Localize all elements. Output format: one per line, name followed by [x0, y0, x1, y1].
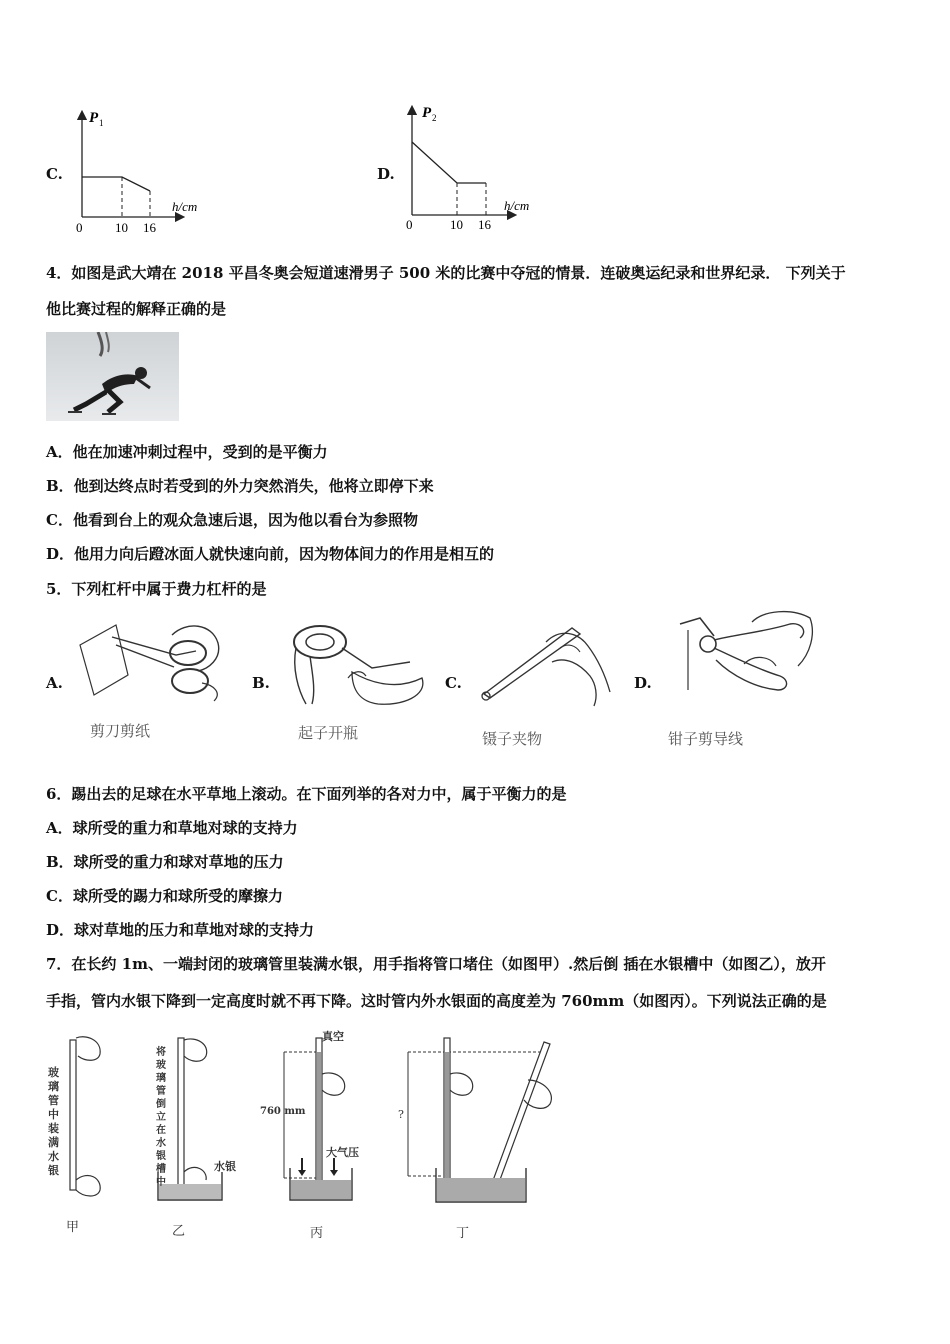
q4-stem-line2: 他比赛过程的解释正确的是	[46, 300, 227, 318]
torricelli-fig-ding	[396, 1030, 566, 1210]
q5-stem: 5．下列杠杆中属于费力杠杆的是	[46, 580, 267, 598]
q6-option-d: D．球对草地的压力和草地对球的支持力	[46, 921, 315, 939]
q5-label-b: B.	[252, 674, 270, 692]
pliers-illustration	[660, 604, 820, 708]
option-c-label: C.	[46, 165, 63, 183]
q5-label-d: D.	[634, 674, 652, 692]
graph-c-ysub: 1	[99, 118, 104, 128]
q4-option-d: D．他用力向后蹬冰面人就快速向前，因为物体间力的作用是相互的	[46, 545, 495, 563]
graph-c	[70, 105, 220, 235]
fig-jia-text: 玻璃管中装满水银	[48, 1066, 59, 1177]
fig-bing-caption: 丙	[310, 1226, 324, 1241]
bottle-opener-illustration	[282, 612, 432, 708]
q4-option-a: A．他在加速冲刺过程中，受到的是平衡力	[46, 443, 328, 461]
fig-bing-760mm: 760 mm	[260, 1106, 306, 1117]
graph-c-tick-16: 16	[143, 220, 156, 235]
q5-caption-b: 起子开瓶	[298, 724, 359, 742]
q7-stem-line1: 7．在长约 1m、一端封闭的玻璃管里装满水银，用手指将管口堵住（如图甲）.然后倒 插在水银槽中（如图乙），放开	[46, 955, 826, 973]
fig-bing-atm: 大气压	[326, 1146, 359, 1159]
graph-d-origin: 0	[406, 217, 413, 232]
skater-photo	[46, 332, 179, 421]
graph-d-xlabel: h/cm	[504, 198, 530, 213]
graph-d-ysub: 2	[432, 113, 437, 123]
tweezers-illustration	[476, 612, 616, 712]
q6-stem: 6．踢出去的足球在水平草地上滚动。在下面列举的各对力中，属于平衡力的是	[46, 785, 567, 803]
fig-ding-caption: 丁	[456, 1226, 470, 1241]
fig-jia-caption: 甲	[66, 1220, 80, 1235]
q6-option-c: C．球所受的踢力和球所受的摩擦力	[46, 887, 283, 905]
q4-option-b: B．他到达终点时若受到的外力突然消失，他将立即停下来	[46, 477, 434, 495]
graph-c-tick-10: 10	[115, 220, 128, 235]
q5-caption-c: 镊子夹物	[482, 730, 543, 748]
graph-c-xlabel: h/cm	[172, 199, 198, 214]
q4-option-c: C．他看到台上的观众急速后退，因为他以看台为参照物	[46, 511, 418, 529]
q5-caption-a: 剪刀剪纸	[90, 722, 151, 740]
graph-d-tick-16: 16	[478, 217, 491, 232]
graph-d-tick-10: 10	[450, 217, 463, 232]
graph-c-origin: 0	[76, 220, 83, 235]
q4-stem-line1: 4．如图是武大靖在 2018 平昌冬奥会短道速滑男子 500 米的比赛中夺冠的情景．连破奥运纪录和世界纪录． 下列关于	[46, 264, 846, 282]
graph-d	[400, 98, 550, 236]
graph-c-ylabel: P	[89, 110, 99, 126]
q6-option-a: A．球所受的重力和草地对球的支持力	[46, 819, 298, 837]
torricelli-fig-bing	[260, 1030, 370, 1206]
q5-label-c: C.	[445, 674, 462, 692]
fig-yi-mercury: 水银	[214, 1160, 236, 1173]
fig-yi-text: 将玻璃管倒立在水银槽中	[156, 1047, 166, 1188]
q7-stem-line2: 手指，管内水银下降到一定高度时就不再下降。这时管内外水银面的高度差为 760mm（如图丙）。下列说法正确的是	[46, 992, 827, 1010]
scissors-illustration	[76, 615, 226, 705]
graph-d-ylabel: P	[422, 105, 432, 121]
q5-label-a: A.	[46, 674, 63, 692]
option-d-label: D.	[377, 165, 395, 183]
fig-ding-question-mark: ?	[398, 1108, 404, 1121]
fig-yi-caption: 乙	[172, 1224, 186, 1239]
q5-caption-d: 钳子剪导线	[668, 730, 744, 748]
q6-option-b: B．球所受的重力和球对草地的压力	[46, 853, 284, 871]
fig-bing-vacuum: 真空	[322, 1030, 344, 1043]
